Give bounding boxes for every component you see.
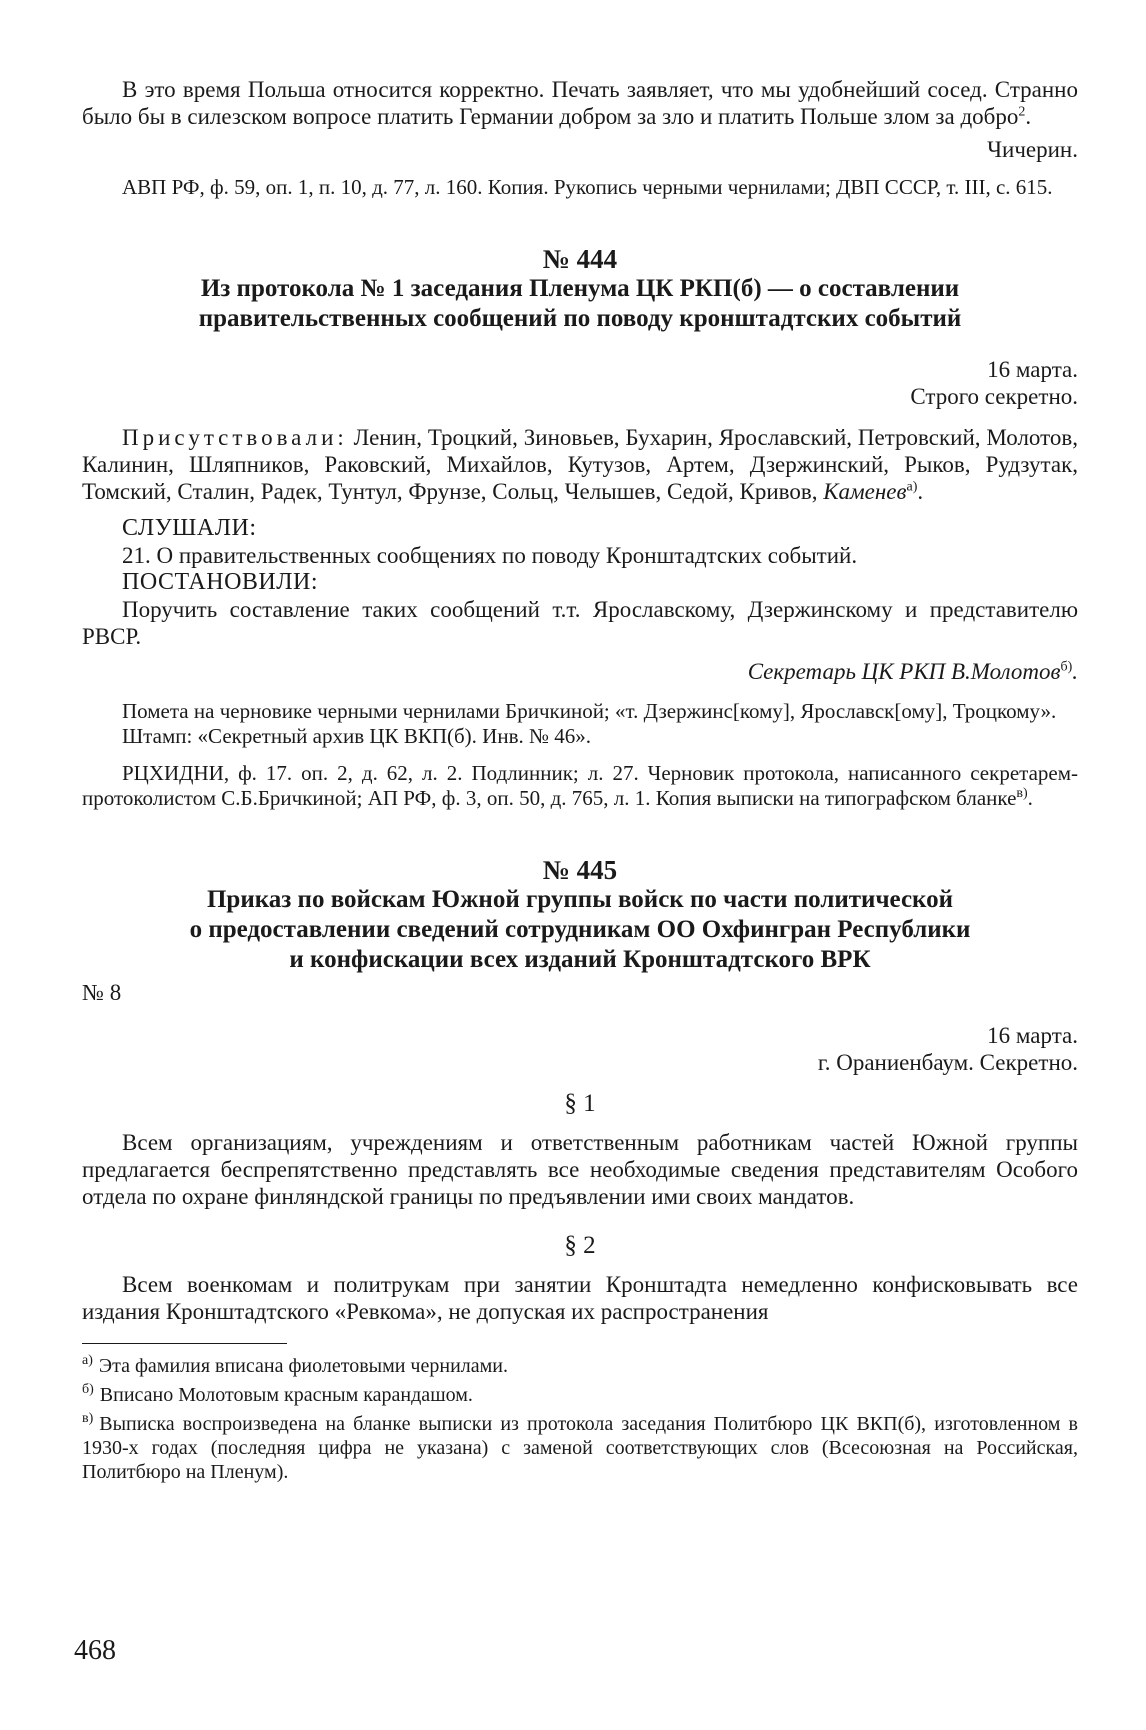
document-445-place-classification: г. Ораниенбаум. Секретно. bbox=[817, 1050, 1078, 1075]
document-445-title-line-2: о предоставлении сведений сотрудникам ОО Охфингран Республики bbox=[189, 916, 971, 943]
document-445-title-line-3: и конфискации всех изданий Кронштадтского ВРК bbox=[289, 946, 871, 973]
footnote-v: $^{в)}$ Выписка воспроизведена на бланке выписки из протокола заседания Политбюро ЦК ВКП(б), изготовленном в 1930-х годах (последняя цифра не указана) с заменой соответствующих слов (Всесоюзная на Российская, Политбюро на Пленум). bbox=[82, 1411, 1078, 1483]
document-445-number: № 445 bbox=[542, 855, 618, 885]
signature-chicherin: Чичерин. bbox=[987, 137, 1078, 162]
document-444-title-line-2: правительственных сообщений по поводу кронштадтских событий bbox=[198, 305, 962, 332]
resolved-text: Поручить составление таких сообщений т.т. Ярославскому, Дзержинскому и представителю РВСР. bbox=[82, 597, 1078, 649]
footnote-ref-a: а) bbox=[906, 479, 918, 495]
footnote-ref-v: в) bbox=[1016, 786, 1028, 801]
footnote-a: $^{а)}$ Эта фамилия вписана фиолетовыми чернилами. bbox=[82, 1353, 508, 1377]
order-number: № 8 bbox=[82, 980, 122, 1005]
section-1-text: Всем организациям, учреждениям и ответственным работникам частей Южной группы предлагается беспрепятственно представлять все необходимые сведения представителям Особого отдела по охране финляндской границы по предъявлении ими своих мандатов. bbox=[82, 1130, 1078, 1209]
page-number: 468 bbox=[74, 1635, 116, 1666]
document-445-date: 16 марта. bbox=[987, 1023, 1078, 1048]
secretary-signature: Секретарь ЦК РКП В.Молотов$^{б)}$. bbox=[747, 659, 1078, 684]
footnote-ref-2: 2 bbox=[1018, 104, 1026, 120]
previous-document-paragraph: В это время Польша относится корректно. Печать заявляет, что мы удобнейший сосед. Странно было бы в силезском вопросе платить Германии добром за зло и платить Польше злом за добро$^2$. bbox=[82, 77, 1078, 129]
footnote-ref-b: б) bbox=[1060, 659, 1073, 675]
footnote-b: $^{б)}$ Вписано Молотовым красным карандашом. bbox=[82, 1382, 473, 1406]
document-444-number: № 444 bbox=[542, 244, 618, 274]
section-1-heading: § 1 bbox=[564, 1090, 596, 1117]
footnote-divider bbox=[82, 1343, 287, 1344]
present-label: Присутствовали: bbox=[122, 425, 348, 450]
document-444-title-line-1: Из протокола № 1 заседания Пленума ЦК РКП(б) — о составлении bbox=[200, 275, 960, 302]
section-2-heading: § 2 bbox=[564, 1232, 596, 1259]
footnotes bbox=[82, 1354, 1078, 1484]
document-444-archive-source: РЦХИДНИ, ф. 17. оп. 2, д. 62, л. 2. Подлинник; л. 27. Черновик протокола, написанного секретарем-протоколистом С.Б.Бричкиной; АП РФ, ф. 3, оп. 50, д. 765, л. 1. Копия выписки на типографском бланке$^{в)}$. bbox=[82, 761, 1078, 810]
document-444-stamp: Штамп: «Секретный архив ЦК ВКП(б). Инв. № 46». bbox=[122, 724, 592, 748]
document-444-classification: Строго секретно. bbox=[910, 384, 1078, 409]
archive-source-chicherin: АВП РФ, ф. 59, оп. 1, п. 10, д. 77, л. 160. Копия. Рукопись черными чернилами; ДВП СССР, т. III, с. 615. bbox=[122, 175, 1053, 199]
heard-label: СЛУШАЛИ: bbox=[122, 515, 257, 541]
section-2-text: Всем военкомам и политрукам при занятии Кронштадта немедленно конфисковывать все издания Кронштадтского «Ревкома», не допуская их распространения bbox=[82, 1272, 1078, 1324]
resolved-label: ПОСТАНОВИЛИ: bbox=[122, 569, 319, 595]
document-444-date: 16 марта. bbox=[987, 357, 1078, 382]
heard-text: 21. О правительственных сообщениях по поводу Кронштадтских событий. bbox=[122, 543, 858, 568]
document-445-title-line-1: Приказ по войскам Южной группы войск по части политической bbox=[206, 886, 954, 913]
document-444-note: Помета на черновике черными чернилами Бричкиной; «т. Дзержинс[кому], Ярославск[ому], Троцкому». bbox=[122, 699, 1057, 723]
document-444-present-list: Присутствовали: Ленин, Троцкий, Зиновьев, Бухарин, Ярославский, Петровский, Молотов, Калинин, Шляпников, Раковский, Михайлов, Кутузов, Артем, Дзержинский, Рыков, Рудзутак, Томский, Сталин, Радек, Тунтул, Фрунзе, Сольц, Челышев, Седой, Кривов, Каменев$^{а)}$. bbox=[82, 425, 1078, 504]
